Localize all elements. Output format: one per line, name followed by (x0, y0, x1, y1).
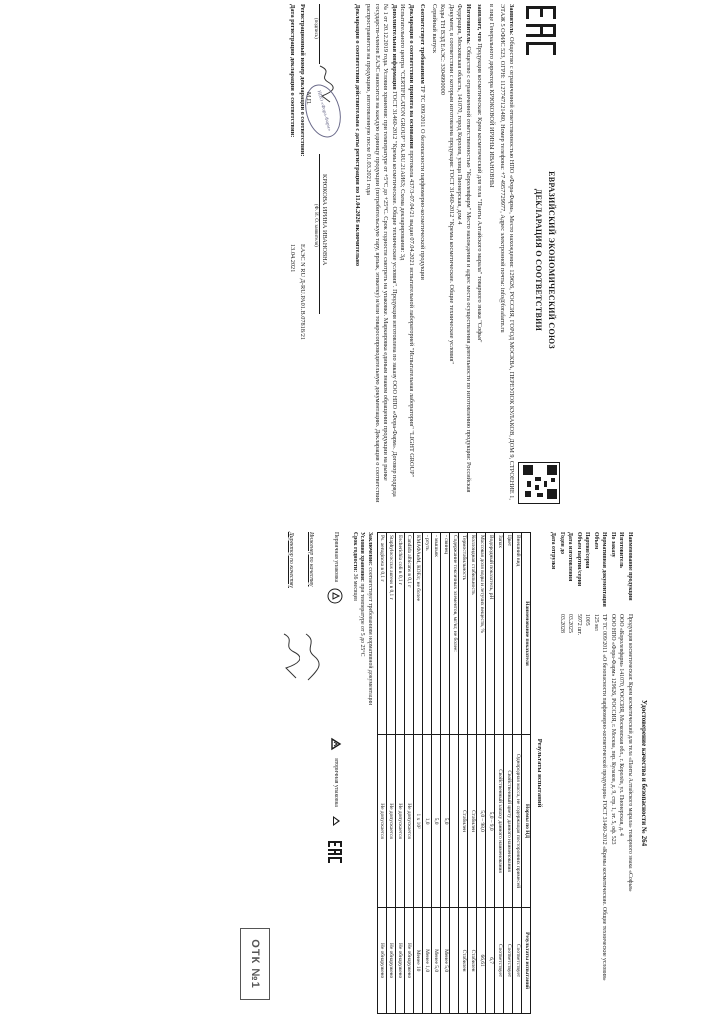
results-header-row (522, 533, 531, 1014)
reg-number: ЕАЭС N RU Д-RU.РА01.В.07818/21 (299, 244, 307, 341)
extra-label: Дополнительная информация (391, 4, 398, 90)
otk-stamp: ОТК №1 (240, 928, 270, 1000)
table-row (413, 533, 422, 1014)
union-title: ЕВРАЗИЙСКИЙ ЭКОНОМИЧЕСКИЙ СОЮЗ (547, 171, 556, 349)
declaration-header (518, 4, 560, 504)
shelf-text: 36 месяцев (351, 573, 358, 601)
codes-text: Коды ТН ВЭД ЕАЭС: 3304990000 (439, 4, 447, 95)
basis-text: протокола 437/3-07.04/21 выдан 07.04.2021 испытательной лабораторией "Испытательная лаборатория" "LIGHT GROUP" Испытательного центра "CERTIFICATON GROUP" RA.RU.21АИ63; Схема декларирования: 3д (399, 4, 415, 478)
norm-cell: 5,0 – 98,0 (477, 735, 486, 908)
reg-number-label: Регистрационный номер декларации о соответствии: (299, 4, 307, 157)
conforms-paragraph (418, 4, 427, 504)
meta-key: Нормативная документация (601, 532, 608, 607)
table-row (477, 533, 486, 1014)
col-header-indicator: Наименование показателя (522, 533, 531, 735)
meta-value: ТР ТС 009/2011 «О безопасности парфюмерно-косметической продукции» ГОСТ 31460-2012 «Кремы косметические. Общие технические условия» (601, 614, 608, 981)
meta-value: ООО «Королевфарм» 141070, РОССИЯ, Московская обл., г. Королёв, ул. Пионерская, д. 4 (618, 614, 625, 836)
table-row (395, 533, 404, 1014)
storage-label: Условия хранения: (359, 532, 366, 582)
conclusion-block (350, 532, 373, 1014)
norm-cell: Не допускается (395, 735, 404, 908)
table-row (486, 533, 495, 1014)
norm-cell: 5,0 (441, 735, 450, 908)
secondary-pack-label: вторичная упаковка (333, 758, 340, 807)
result-cell: Стабилен (468, 908, 477, 1014)
meta-key: Объем партии/серии (575, 532, 582, 587)
indicator-cell: - ртуть (422, 533, 431, 735)
results-table (377, 532, 531, 1014)
indicator-cell: Ps. aeruginosa в 0,1 г (377, 533, 386, 735)
indicator-cell: Цвет (504, 533, 513, 735)
table-row (459, 533, 468, 1014)
shelf-label: Срок годности: (351, 532, 358, 573)
col-header-norm: Нормы по НД (522, 735, 531, 908)
indicator-cell: Запах (495, 533, 504, 735)
company-stamp: НПО «Фора-Фарм» (300, 81, 347, 142)
declaration-signature-block (283, 4, 343, 504)
meta-key: По заказу (609, 532, 616, 558)
result-cell (450, 908, 459, 1014)
indicator-cell: Массовая доля воды и летучих веществ, % (477, 533, 486, 735)
result-cell: Соответствует (513, 908, 522, 1014)
shelf-line (350, 532, 358, 1014)
result-cell: Менее 5,0 (431, 908, 440, 1014)
indicator-cell: - свинец (441, 533, 450, 735)
meta-value (549, 614, 557, 1014)
meta-key: Дата отгрузки (550, 532, 557, 570)
document-text: Документ, в соответствии с которым изготовлена продукция: ГОСТ 31460-2012 "Кремы косметические. Общие технические условия" (448, 4, 455, 364)
results-title: Результаты испытаний (535, 738, 543, 808)
norm-cell: Свойственный цвету данного наименования (504, 735, 513, 908)
manufacturer-paragraph: Изготовитель: Общество с ограниченной ответственностью "Королевфарм" Место нахождения и адрес места осуществления деятельности по изготовлению продукции: Российская Федерация, Московская область, 141070, город Королев, улица Пионерская, дом 4 Документ, в соответствии с которым изготовлена продукция: ГОСТ 31460-2012 "Кремы косметические. Общие технические условия" Коды ТН ВЭД ЕАЭС: 3304990000 Серийный выпуск (431, 4, 472, 493)
signer-name: КРЮКОВА ИРИНА ИВАНОВНА (321, 174, 329, 266)
extra-text: ГОСТ 31460-2012 "Кремы косметические. Общие технические условия". Продукция изготовлена по заказу ООО НПО «Фора-Фарм». Договор подряда № 1 от 20.12.2019 года. Условия хранения: при температуре от +5°С до +25°С. Срок годности смотреть на упаковке. Маркировка единым знаком обращения продукции на рынке государств-членов ЕАЭС наносится на каждую единицу продукции (потребительскую тару, ярлык, этикетку) и/или товаросопроводительную документацию. Декларация о соответствии распространяется на продукцию, изготовленную после 01.03.2021 года (365, 4, 398, 503)
indicator-cell: Внешний вид (513, 533, 522, 735)
meta-value: ООО НПО «Фора-Фарм» 129626, РОССИЯ, г. Москва, пер. Кулаков, д. 9, стр. 1, эт. 5, оф. 523 (609, 614, 616, 845)
mp-label: М.П. (305, 92, 312, 105)
reg-date-label: Дата регистрации декларации о соответствии: (289, 4, 297, 138)
result-cell: 66,61 (477, 908, 486, 1014)
results-table-body (377, 533, 521, 1014)
meta-key: Объем (592, 532, 599, 550)
meta-key: Годен до (558, 532, 565, 555)
norm-cell: Однородная масса, не содержащая посторонних примесей (513, 735, 522, 908)
conclusion-label: Заключение: (366, 532, 373, 566)
norm-cell: Не допускается (377, 735, 386, 908)
norm-cell: Не допускается (404, 735, 413, 908)
indicator-cell: Термостабильность (459, 533, 468, 735)
norm-cell: Свойственный запаху данного наименования (495, 735, 504, 908)
result-cell: Соответствует (504, 908, 513, 1014)
primary-pack-label: Первичная упаковка (333, 532, 340, 583)
quality-certificate (168, 532, 648, 1014)
storage-line (358, 532, 366, 1014)
conclusion-line (365, 532, 373, 1014)
eac-small-logo-icon (326, 841, 344, 865)
recycle-primary-icon (327, 588, 343, 604)
table-row (450, 533, 459, 1014)
result-cell: 6,7 (486, 908, 495, 1014)
meta-key: Изготовитель (618, 532, 625, 568)
norm-cell: Стабилен (459, 735, 468, 908)
in-person-text: в лице Генерального директора КРЮКОВОЙ ИРИНЫ ИВАНОВНЫ (488, 4, 495, 188)
col-header-result: Результаты испытаний (522, 908, 531, 1014)
basis-paragraph (364, 4, 415, 504)
validity-text: Декларация о соответствии действительна с даты регистрации по 11.04.2026 включительно (354, 4, 361, 267)
norm-cell: 1 х 10² (413, 735, 422, 908)
norm-cell: Не допускается (386, 735, 395, 908)
indicator-cell: - мышьяк (431, 533, 440, 735)
result-cell: Не обнаружено (404, 908, 413, 1014)
recycle-secondary-icon (327, 736, 343, 752)
norm-cell (450, 735, 459, 908)
engineer-signature-icon (302, 632, 320, 682)
indicator-cell: Candida albicans в 0,1 г (404, 533, 413, 735)
result-cell: Менее 1,0 (422, 908, 431, 1014)
result-cell: Стабилен (459, 908, 468, 1014)
meta-key: Партия/серия (584, 532, 591, 569)
table-row (495, 533, 504, 1014)
conclusion-text: соответствует требованиям нормативной документации (366, 567, 373, 706)
qr-code-icon (518, 462, 560, 504)
result-cell: Менее 5,0 (441, 908, 450, 1014)
meta-value: 5972 шт. (575, 614, 582, 636)
result-cell: Соответствует (495, 908, 504, 1014)
table-row (513, 533, 522, 1014)
table-row (404, 533, 413, 1014)
meta-value: 1005 (584, 614, 591, 626)
result-cell: Не обнаружено (395, 908, 404, 1014)
meta-value: Продукция косметическая: Крем косметический для тела «Панты Алтайского марала» товарного знака «Софья» (626, 614, 633, 892)
norm-cell: 5,0 – 9,0 (486, 735, 495, 908)
recycle-loop-icon (327, 813, 343, 829)
indicator-cell: КМАФАнМ, КОЕ/г, не более (413, 533, 422, 735)
meta-value: 03.2025 (567, 614, 574, 633)
indicator-cell: Содержание токсичных элементов, мг/кг, не более: (450, 533, 459, 735)
declares-label: заявляет, что (476, 4, 484, 42)
certificate-title: Удостоверение качества и безопасности № 264 (640, 699, 648, 847)
applicant-label: Заявитель (508, 4, 515, 34)
table-row (377, 533, 386, 1014)
indicator-cell: Водородный показатель, pH (486, 533, 495, 735)
director-label: Директор по качеству (288, 532, 295, 588)
eac-logo-icon (522, 4, 560, 58)
norm-cell: 1,0 (422, 735, 431, 908)
norm-cell: Стабилен (468, 735, 477, 908)
director-signature-icon (280, 632, 300, 682)
indicator-cell: Staphylococcus aureus в 0,1 г (386, 533, 395, 735)
meta-value: 125 мл (592, 614, 599, 631)
declaration-heading (532, 58, 560, 462)
reg-date: 13.04.2021 (289, 244, 297, 273)
conforms-text: ТР ТС 009/2011 О безопасности парфюмерно-косметической продукции (419, 85, 427, 280)
table-row (422, 533, 431, 1014)
declares-text: Продукция косметическая: Крем косметический для тела "Панты Алтайского марала" товарного знака "Софья" (476, 43, 484, 343)
table-row (386, 533, 395, 1014)
meta-key: Наименование продукции (626, 532, 633, 601)
table-row (504, 533, 513, 1014)
conforms-label: Соответствует требованиям (419, 4, 427, 84)
table-row (468, 533, 477, 1014)
signer-caption: (Ф. И. О. заявителя) (313, 204, 319, 247)
indicator-cell: Коллоидная стабильность (468, 533, 477, 735)
storage-text: при температуре от 5 до 25°С (359, 583, 366, 657)
meta-key: Дата изготовления (567, 532, 574, 582)
engineer-label: Инженер по качеству (308, 532, 315, 587)
applicant-paragraph: Заявитель: Общество с ограниченной ответственностью НПО «Фора-Фарм», Место нахождения: 129626, РОССИЯ, ГОРОД МОСКВА, ПЕРЕУЛОК КУЛАКОВ, ДОМ 9, СТРОЕНИЕ 1, ЭТАЖ 5 ОФИС 523, ОГРН: 1127747121480, Номер телефона: +7 4957729977, Адрес электронной почты: info@forafarm.ru (499, 4, 515, 500)
result-cell: Не обнаружено (377, 908, 386, 1014)
applicant-text: Общество с ограниченной ответственностью НПО «Фора-Фарм», Место нахождения: 129626, РОССИЯ, ГОРОД МОСКВА, ПЕРЕУЛОК КУЛАКОВ, ДОМ 9, СТРОЕНИЕ 1, ЭТАЖ 5 ОФИС 523, ОГРН: 1127747121480, Номер телефона: +7 4957729977, Адрес электронной почты: info@forafarm.ru (499, 4, 515, 500)
result-cell: Не обнаружено (386, 908, 395, 1014)
norm-cell: 5,0 (431, 735, 440, 908)
signature-caption: (подпись) (313, 18, 319, 39)
result-cell: Менее 10 (413, 908, 422, 1014)
declares-paragraph (475, 4, 484, 504)
declaration-title: ДЕКЛАРАЦИЯ О СООТВЕТСТВИИ (534, 188, 544, 332)
serial-text: Серийный выпуск (431, 4, 438, 54)
certificate-meta (549, 532, 633, 1014)
manufacturer-text: Общество с ограниченной ответственностью "Королевфарм" Место нахождения и адрес места осуществления деятельности по изготовлению продукции: Российская Федерация, Московская область, 141070, город Королев, улица Пионерская, дом 4 (456, 4, 472, 493)
manufacturer-label: Изготовитель (465, 4, 472, 43)
basis-label: Декларация о соответствии принята на основании (408, 4, 415, 149)
meta-value: 03.2028 (558, 614, 565, 633)
certificate-signatures (270, 532, 320, 1014)
indicator-cell: Escherichia coli в 0,1 г (395, 533, 404, 735)
table-row (431, 533, 440, 1014)
packaging-row (326, 532, 344, 1014)
table-row (441, 533, 450, 1014)
declaration-of-conformity (40, 4, 560, 504)
